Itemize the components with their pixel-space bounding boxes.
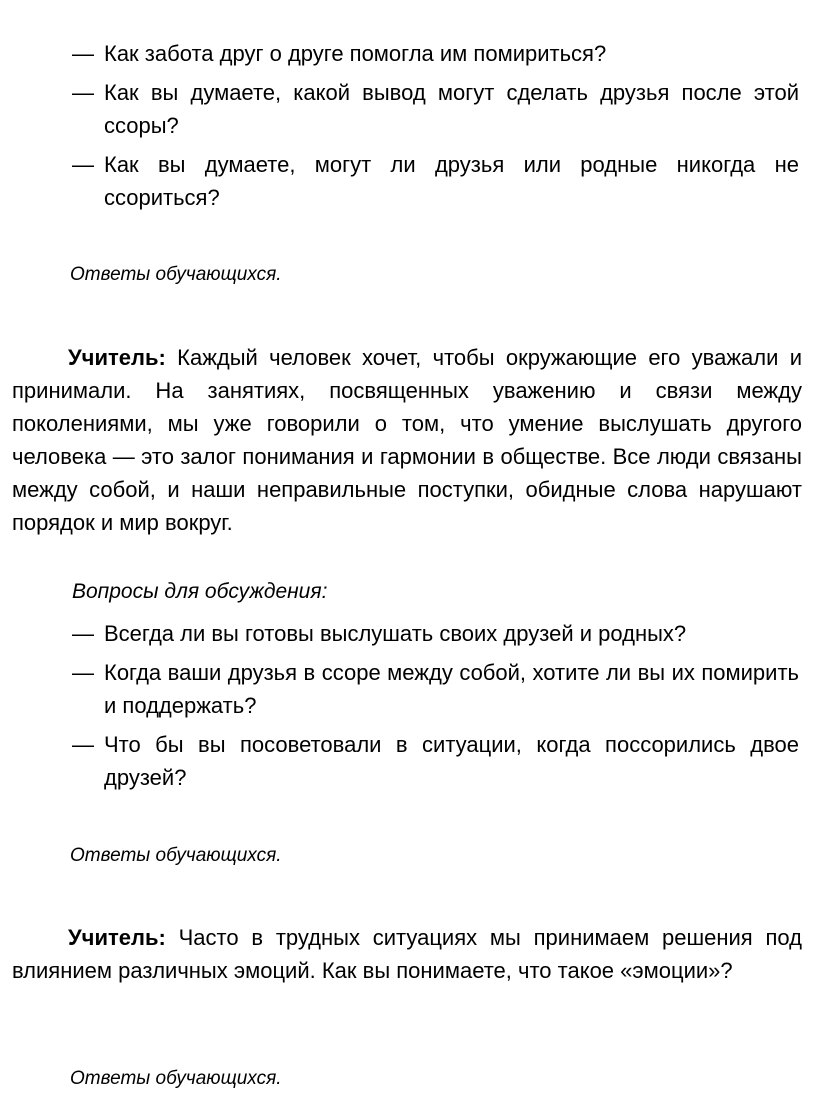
discussion-questions-heading: Вопросы для обсуждения: <box>72 580 328 603</box>
student-answers-note: Ответы обучающихся. <box>70 845 282 866</box>
question-list-1 <box>0 37 799 220</box>
list-dash: — <box>72 621 94 646</box>
list-item <box>0 656 799 722</box>
teacher-speech: Часто в трудных ситуациях мы принимаем решения под влиянием различных эмоций. Как вы понимаете, что такое «эмоции»? <box>12 925 803 983</box>
list-item-text: Когда ваши друзья в ссоре между собой, хотите ли вы их помирить и поддержать? <box>104 660 799 718</box>
speaker-label: Учитель: <box>68 925 179 950</box>
speaker-label: Учитель: <box>68 345 178 370</box>
list-item <box>0 728 799 794</box>
teacher-paragraph <box>12 921 802 987</box>
list-item <box>0 76 799 142</box>
list-item <box>0 37 799 70</box>
teacher-paragraph <box>12 341 802 539</box>
list-item <box>0 617 799 650</box>
teacher-speech: Каждый человек хочет, чтобы окружающие его уважали и принимали. На занятиях, посвященных уважению и связи между поколениями, мы уже говорили о том, что умение выслушать другого человека — это залог понимания и гармонии в обществе. Все люди связаны между собой, и наши неправильные поступки, обидные слова нарушают порядок и мир вокруг. <box>12 345 803 535</box>
list-item-text: Что бы вы посоветовали в ситуации, когда поссорились двое друзей? <box>104 732 799 790</box>
list-dash: — <box>72 41 94 66</box>
list-dash: — <box>72 732 94 757</box>
list-item-text: Как вы думаете, могут ли друзья или родные никогда не ссориться? <box>104 152 799 210</box>
list-dash: — <box>72 80 94 105</box>
list-item-text: Всегда ли вы готовы выслушать своих друзей и родных? <box>104 621 687 646</box>
student-answers-note: Ответы обучающихся. <box>70 1068 282 1089</box>
list-dash: — <box>72 152 94 177</box>
student-answers-note: Ответы обучающихся. <box>70 264 282 285</box>
list-item-text: Как вы думаете, какой вывод могут сделать друзья после этой ссоры? <box>104 80 799 138</box>
list-item-text: Как забота друг о друге помогла им помириться? <box>104 41 607 66</box>
list-dash: — <box>72 660 94 685</box>
question-list-2 <box>0 617 799 800</box>
list-item <box>0 148 799 214</box>
